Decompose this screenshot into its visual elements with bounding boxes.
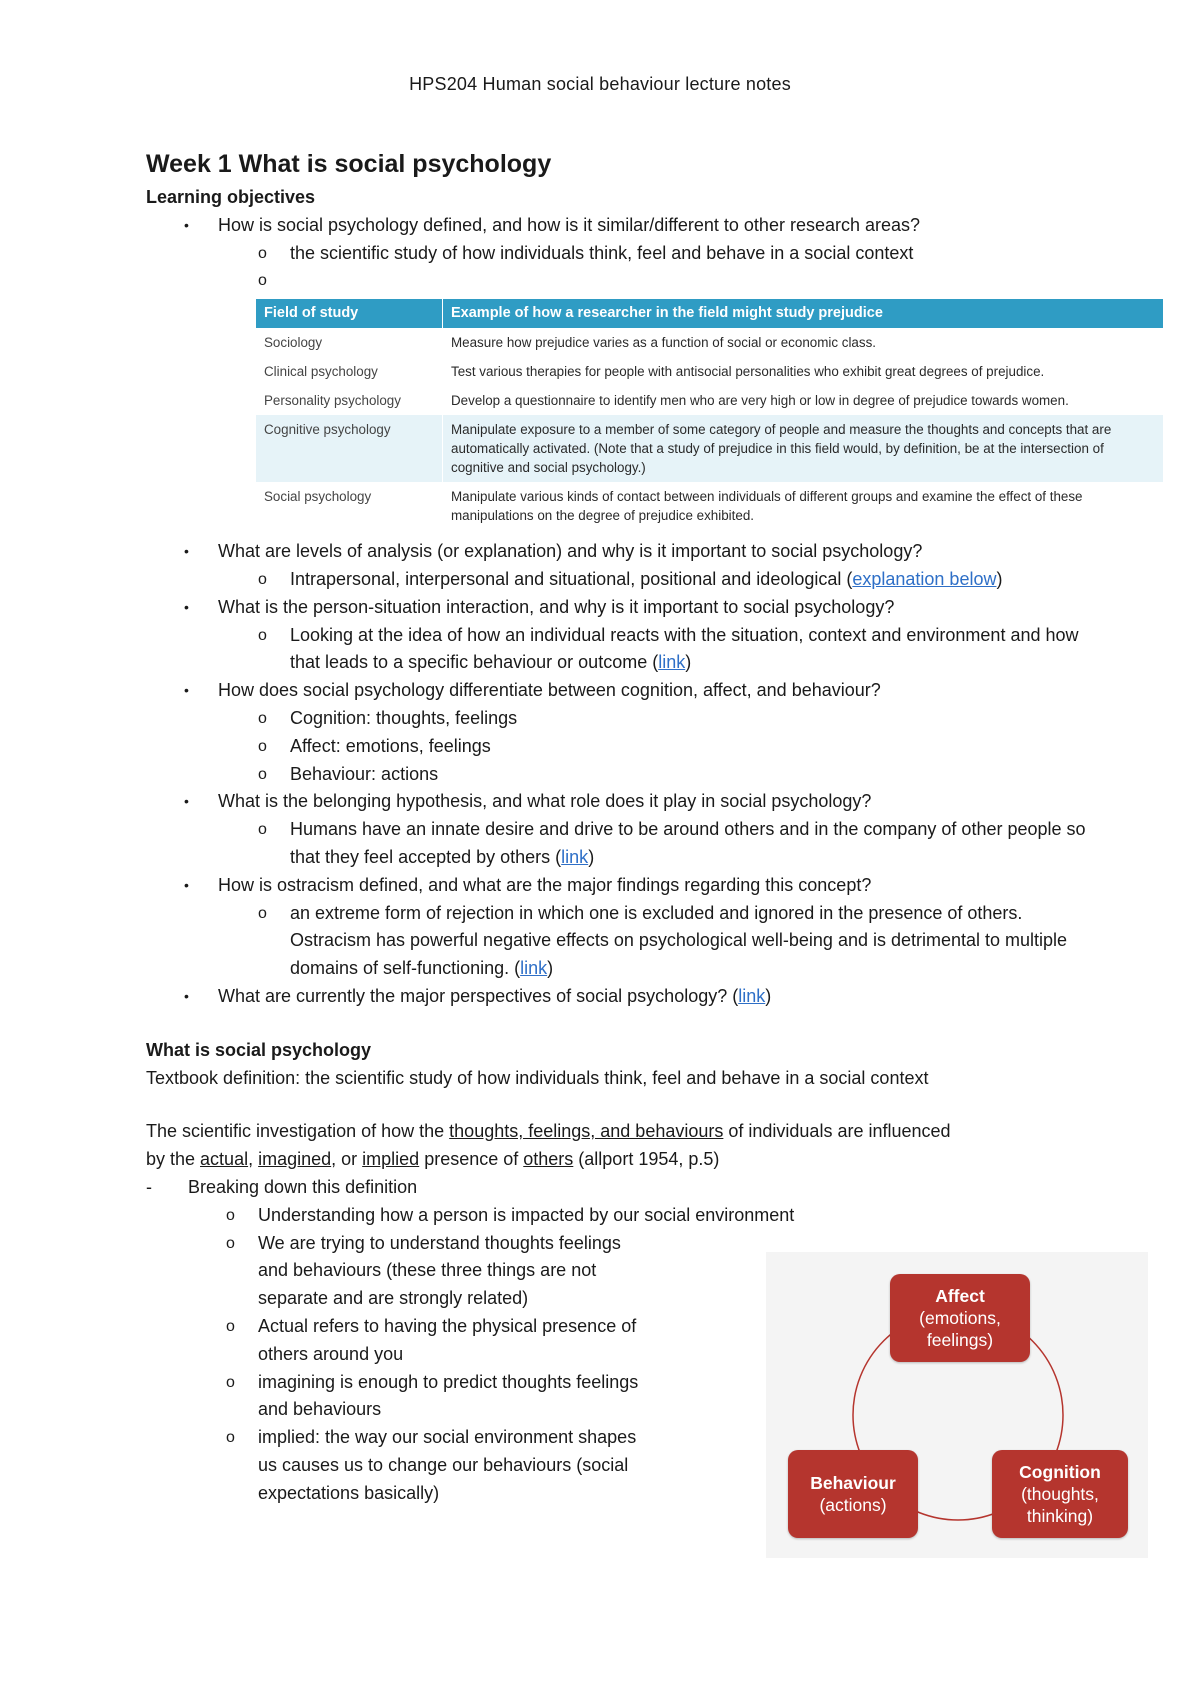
cognition-title: Cognition	[1019, 1462, 1101, 1482]
bullet-icon: •	[184, 216, 189, 233]
objective-answer: Looking at the idea of how an individual reacts with the situation, context and environment and how that leads to a specific behaviour or outcome (	[290, 624, 1079, 673]
objective-question: What are levels of analysis (or explanation) and why is it important to social psychology?	[218, 541, 923, 562]
list-item	[218, 816, 1086, 872]
list-item	[218, 267, 1086, 295]
bullet-icon: •	[184, 598, 189, 615]
breakdown-text: Actual refers to having the physical presence of others around you	[258, 1315, 637, 1364]
breakdown-text: imagining is enough to predict thoughts feelings and behaviours	[258, 1371, 639, 1420]
sub-bullet-icon: o	[258, 244, 267, 262]
sub-list	[218, 622, 1086, 678]
dash-item-text: Breaking down this definition	[188, 1176, 418, 1197]
objective-answer	[290, 270, 295, 290]
dash-list-item	[146, 1174, 1086, 1202]
definition-text: , or	[331, 1149, 363, 1170]
sub-bullet-icon: o	[258, 737, 267, 755]
sub-bullet-icon: o	[258, 272, 267, 290]
bullet-icon: •	[184, 987, 189, 1004]
table-cell: Personality psychology	[256, 386, 443, 415]
table-cell: Social psychology	[256, 482, 443, 530]
sub-bullet-icon: o	[258, 626, 267, 644]
reference-link[interactable]: link	[561, 846, 589, 867]
objective-question: How is ostracism defined, and what are the major findings regarding this concept?	[218, 874, 872, 895]
bullet-icon: •	[184, 793, 189, 810]
objective-answer: Behaviour: actions	[290, 763, 439, 784]
behaviour-node	[788, 1450, 918, 1538]
sub-bullet-icon: o	[258, 765, 267, 783]
explanation-link[interactable]: explanation below	[852, 568, 997, 589]
list-item	[146, 1230, 646, 1313]
behaviour-subtitle: (actions)	[819, 1495, 887, 1515]
sub-bullet-icon: o	[258, 709, 267, 727]
closing-paren: )	[765, 985, 772, 1006]
affect-subtitle: (emotions, feelings)	[919, 1308, 1001, 1350]
definition-underlined: actual	[200, 1149, 249, 1170]
list-item	[146, 983, 1086, 1011]
list-item	[218, 705, 1086, 733]
sub-list	[218, 816, 1086, 872]
objective-answer: Cognition: thoughts, feelings	[290, 707, 518, 728]
section-heading: What is social psychology	[146, 1039, 372, 1060]
definition-text: of individuals are influenced by the	[146, 1121, 951, 1170]
list-item	[218, 566, 1086, 594]
objective-answer: Affect: emotions, feelings	[290, 735, 491, 756]
sub-bullet-icon: o	[226, 1429, 235, 1447]
table-header-field: Field of study	[256, 299, 443, 328]
definition-underlined: implied	[362, 1149, 420, 1170]
reference-link[interactable]: link	[658, 652, 686, 673]
objective-answer: the scientific study of how individuals think, feel and behave in a social context	[290, 242, 914, 263]
objectives-list-continued	[146, 538, 1086, 1011]
sub-bullet-icon: o	[258, 821, 267, 839]
table-cell: Measure how prejudice varies as a function of social or economic class.	[443, 328, 1164, 357]
table-cell: Develop a questionnaire to identify men who are very high or low in degree of prejudice towards women.	[443, 386, 1164, 415]
list-item	[146, 1424, 646, 1507]
breakdown-text: implied: the way our social environment shapes us causes us to change our behaviours (social expectations basically)	[258, 1427, 637, 1503]
list-item	[146, 212, 1086, 295]
list-item	[146, 1202, 1058, 1230]
definition-underlined: thoughts, feelings, and behaviours	[449, 1121, 724, 1142]
list-item	[218, 900, 1086, 983]
list-item	[146, 1313, 646, 1369]
bullet-icon: •	[184, 876, 189, 893]
list-item	[218, 761, 1086, 789]
definition-text: ,	[248, 1149, 259, 1170]
affect-title: Affect	[935, 1286, 985, 1306]
objective-answer: Intrapersonal, interpersonal and situational, positional and ideological (	[290, 568, 853, 589]
closing-paren: )	[588, 846, 595, 867]
breakdown-text: Understanding how a person is impacted by our social environment	[258, 1204, 795, 1225]
spacer	[146, 1092, 1086, 1118]
definition-underlined: imagined	[258, 1149, 332, 1170]
affect-node	[890, 1274, 1030, 1362]
sub-bullet-icon: o	[258, 904, 267, 922]
list-item	[146, 872, 1086, 983]
objective-question: What is the belonging hypothesis, and what role does it play in social psychology?	[218, 791, 872, 812]
sub-list	[218, 705, 1086, 788]
sub-bullet-icon: o	[226, 1317, 235, 1335]
learning-objectives-heading: Learning objectives	[146, 187, 316, 207]
objective-answer: Humans have an innate desire and drive to be around others and in the company of other people so that they feel accepted by others (	[290, 819, 1086, 867]
bullet-icon: •	[184, 682, 189, 699]
list-item	[146, 538, 1086, 594]
reference-link[interactable]: link	[738, 985, 766, 1006]
prejudice-table	[256, 299, 1164, 530]
definition-text: (allport 1954, p.5)	[573, 1149, 720, 1170]
sub-list	[218, 566, 1086, 594]
list-item	[218, 622, 1086, 678]
table-cell: Test various therapies for people with antisocial personalities who exhibit great degrees of prejudice.	[443, 357, 1164, 386]
objective-question: What are currently the major perspectives of social psychology? (	[218, 985, 739, 1006]
sub-bullet-icon: o	[226, 1373, 235, 1391]
behaviour-title: Behaviour	[810, 1473, 896, 1493]
sub-bullet-icon: o	[226, 1206, 235, 1224]
table-row	[256, 415, 1164, 482]
table-header-example: Example of how a researcher in the field might study prejudice	[443, 299, 1164, 328]
cognition-subtitle: (thoughts, thinking)	[1021, 1484, 1099, 1526]
bullet-icon: •	[184, 543, 189, 560]
sub-bullet-icon: o	[258, 570, 267, 588]
list-item	[218, 733, 1086, 761]
closing-paren: )	[996, 568, 1003, 589]
table-row	[256, 482, 1164, 530]
table-cell: Manipulate exposure to a member of some category of people and measure the thoughts and concepts that are automatically activated. (Note that a study of prejudice in this field would, by definition, be at the intersection of cognitive and social psychology.)	[443, 415, 1164, 482]
list-item	[146, 677, 1086, 788]
closing-paren: )	[685, 652, 692, 673]
list-item	[146, 1369, 646, 1425]
table-cell: Clinical psychology	[256, 357, 443, 386]
list-item	[146, 788, 1086, 871]
table-row	[256, 328, 1164, 357]
closing-paren: )	[547, 958, 554, 979]
page-header: HPS204 Human social behaviour lecture notes	[409, 74, 791, 94]
table-row	[256, 357, 1164, 386]
definition-text: The scientific investigation of how the	[146, 1121, 450, 1142]
definition-breakdown-list	[146, 1202, 795, 1508]
spacer	[146, 1011, 1086, 1037]
prejudice-table-image	[256, 299, 1164, 530]
objective-answer: an extreme form of rejection in which one is excluded and ignored in the presence of others. Ostracism has powerful negative effects on psychological well-being and is detrimental to multiple domains of self-functioning. (	[290, 902, 1068, 979]
list-item	[218, 240, 1086, 268]
definition-underlined: others	[523, 1149, 574, 1170]
definition-text: presence of	[419, 1149, 524, 1170]
table-cell: Cognitive psychology	[256, 415, 443, 482]
objectives-list	[146, 212, 1086, 295]
textbook-definition: Textbook definition: the scientific study of how individuals think, feel and behave in a social context	[146, 1067, 929, 1088]
reference-link[interactable]: link	[520, 958, 548, 979]
sub-bullet-icon: o	[226, 1234, 235, 1252]
list-item	[146, 594, 1086, 677]
page-title: Week 1 What is social psychology	[146, 150, 552, 178]
sub-list	[218, 900, 1086, 983]
breakdown-text: We are trying to understand thoughts feelings and behaviours (these three things are not separate and are strongly related)	[258, 1232, 621, 1309]
table-cell: Manipulate various kinds of contact between individuals of different groups and examine the effect of these manipulations on the degree of prejudice exhibited.	[443, 482, 1164, 530]
sub-list	[218, 240, 1086, 296]
cognition-node	[992, 1450, 1128, 1538]
table-cell: Sociology	[256, 328, 443, 357]
dash-bullet: -	[146, 1176, 152, 1197]
allport-definition	[146, 1118, 966, 1174]
objective-question: How is social psychology defined, and how is it similar/different to other research areas?	[218, 214, 921, 235]
objective-question: How does social psychology differentiate between cognition, affect, and behaviour?	[218, 680, 881, 701]
objective-question: What is the person-situation interaction, and why is it important to social psychology?	[218, 596, 895, 617]
table-row	[256, 386, 1164, 415]
abc-diagram	[766, 1252, 1148, 1558]
